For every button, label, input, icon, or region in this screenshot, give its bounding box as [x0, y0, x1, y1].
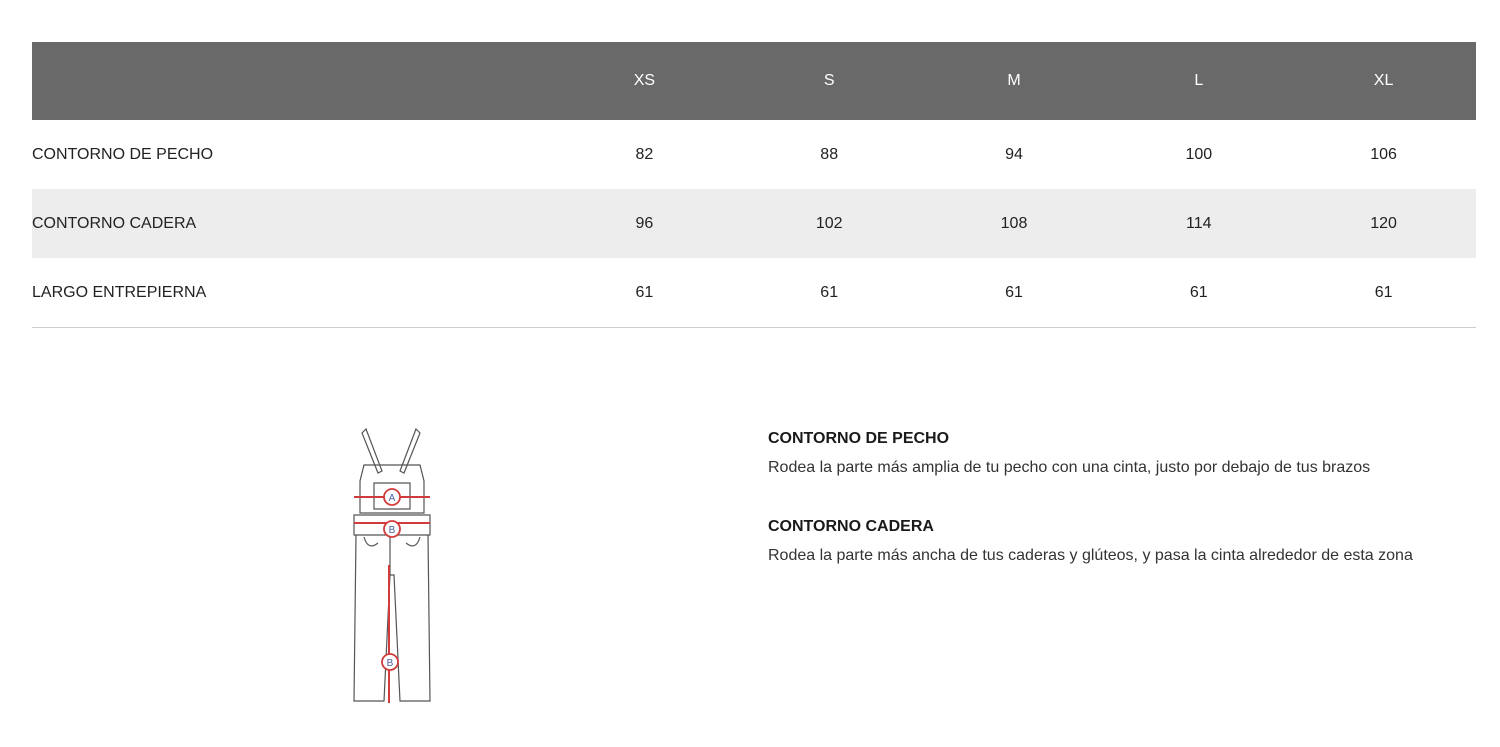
table-row-hip	[32, 189, 1476, 258]
cell-value: 106	[1370, 145, 1397, 163]
cell-value: 120	[1291, 189, 1476, 258]
header-size-l: L	[1106, 42, 1291, 120]
marker-b-waist-label: B	[388, 525, 396, 536]
row-label: CONTORNO CADERA	[32, 189, 552, 258]
marker-b-leg-label: B	[386, 658, 394, 669]
header-size-xs: XS	[552, 42, 737, 120]
cell-value: 82	[635, 145, 654, 163]
cell-value: 61	[737, 258, 922, 328]
marker-a	[384, 489, 400, 505]
cell-value: 102	[737, 189, 922, 258]
cell-value: 94	[1005, 145, 1023, 163]
instruction-text: Rodea la parte más ancha de tus caderas y glúteos, y pasa la cinta alrededor de esta zona	[768, 547, 1413, 564]
row-label: CONTORNO DE PECHO	[32, 145, 214, 163]
instruction-hip	[768, 512, 1468, 570]
cell-value: 61	[922, 258, 1107, 328]
table-row-inseam	[32, 258, 1476, 328]
instruction-text: Rodea la parte más amplia de tu pecho con una cinta, justo por debajo de tus brazos	[768, 459, 1371, 476]
cell-value: 114	[1106, 189, 1291, 258]
instruction-title: CONTORNO DE PECHO	[768, 430, 950, 447]
cell-value: 100	[1185, 145, 1213, 163]
instruction-title: CONTORNO CADERA	[768, 518, 934, 535]
cell-value: 88	[820, 145, 839, 163]
row-label: LARGO ENTREPIERNA	[32, 258, 552, 328]
cell-value: 108	[922, 189, 1107, 258]
size-chart-table	[32, 42, 1476, 328]
overalls-measurement-icon	[344, 425, 440, 710]
marker-a-label: A	[388, 493, 396, 504]
marker-b-waist	[384, 521, 400, 537]
header-size-s: S	[737, 42, 922, 120]
instruction-chest	[768, 424, 1468, 482]
header-size-m: M	[922, 42, 1107, 120]
cell-value: 61	[552, 258, 737, 328]
measurement-instructions	[768, 424, 1468, 600]
size-header-row	[32, 42, 1476, 120]
cell-value: 61	[1106, 258, 1291, 328]
marker-b-leg	[382, 654, 398, 670]
cell-value: 96	[552, 189, 737, 258]
header-size-xl: XL	[1291, 42, 1476, 120]
header-empty-cell	[32, 42, 552, 120]
table-row-chest	[32, 120, 1476, 189]
cell-value: 61	[1291, 258, 1476, 328]
